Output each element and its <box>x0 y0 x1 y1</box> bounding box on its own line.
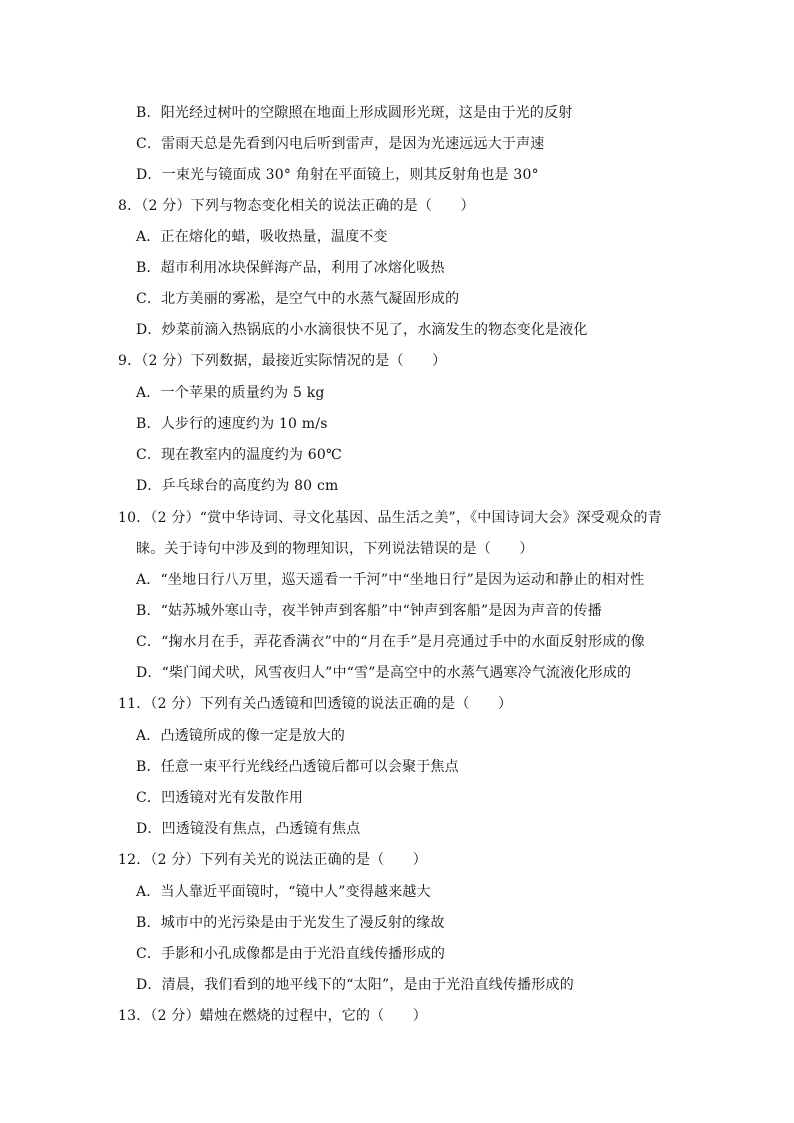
q10-option-d: D．“柴门闻犬吠，风雪夜归人”中“雪”是高空中的水蒸气遇寒冷气流液化形成的 <box>136 665 632 681</box>
q9-option-b: B．人步行的速度约为 10 m/s <box>136 416 328 432</box>
q7-option-c: C．雷雨天总是先看到闪电后听到雷声，是因为光速远远大于声速 <box>136 136 545 152</box>
q10-option-b: B．“姑苏城外寒山寺，夜半钟声到客船”中“钟声到客船”是因为声音的传播 <box>136 603 602 619</box>
q12-option-b: B．城市中的光污染是由于光发生了漫反射的缘故 <box>136 915 445 931</box>
q12-stem: 12．（2 分）下列有关光的说法正确的是（ ） <box>118 852 427 868</box>
q9-option-c: C．现在教室内的温度约为 60℃ <box>136 447 342 463</box>
q11-option-b: B．任意一束平行光线经凸透镜后都可以会聚于焦点 <box>136 759 459 775</box>
q9-stem: 9．（2 分）下列数据，最接近实际情况的是（ ） <box>118 353 447 369</box>
q13-stem: 13．（2 分）蜡烛在燃烧的过程中，它的（ ） <box>118 1008 427 1024</box>
q11-stem: 11．（2 分）下列有关凸透镜和凹透镜的说法正确的是（ ） <box>118 696 513 712</box>
q12-option-a: A．当人靠近平面镜时，“镜中人”变得越来越大 <box>136 884 431 900</box>
q12-option-d: D．清晨，我们看到的地平线下的“太阳”，是由于光沿直线传播形成的 <box>136 977 574 993</box>
q8-stem: 8．（2 分）下列与物态变化相关的说法正确的是（ ） <box>118 198 475 214</box>
q7-option-d: D．一束光与镜面成 30° 角射在平面镜上，则其反射角也是 30° <box>136 167 539 183</box>
q7-option-b: B．阳光经过树叶的空隙照在地面上形成圆形光斑，这是由于光的反射 <box>136 105 573 121</box>
q11-option-d: D．凹透镜没有焦点，凸透镜有焦点 <box>136 821 361 837</box>
q11-option-c: C．凹透镜对光有发散作用 <box>136 790 304 806</box>
q10-stem-continued: 睐。关于诗句中涉及到的物理知识，下列说法错误的是（ ） <box>136 541 534 557</box>
q10-option-c: C．“掬水月在手，弄花香满衣”中的“月在手”是月亮通过手中的水面反射形成的像 <box>136 634 645 650</box>
q9-option-a: A．一个苹果的质量约为 5 kg <box>136 385 325 401</box>
q9-option-d: D．乒乓球台的高度约为 80 cm <box>136 478 339 494</box>
q8-option-d: D．炒菜前滴入热锅底的小水滴很快不见了，水滴发生的物态变化是液化 <box>136 322 588 338</box>
q10-stem: 10．（2 分）“赏中华诗词、寻文化基因、品生活之美”，《中国诗词大会》深受观众的青 <box>118 510 662 526</box>
q8-option-c: C．北方美丽的雾凇，是空气中的水蒸气凝固形成的 <box>136 291 460 307</box>
q12-option-c: C．手影和小孔成像都是由于光沿直线传播形成的 <box>136 946 446 962</box>
q10-option-a: A．“坐地日行八万里，巡天遥看一千河”中“坐地日行”是因为运动和静止的相对性 <box>136 572 645 588</box>
q8-option-a: A．正在熔化的蜡，吸收热量，温度不变 <box>136 229 388 245</box>
q11-option-a: A．凸透镜所成的像一定是放大的 <box>136 728 346 744</box>
q8-option-b: B．超市利用冰块保鲜海产品，利用了冰熔化吸热 <box>136 260 445 276</box>
